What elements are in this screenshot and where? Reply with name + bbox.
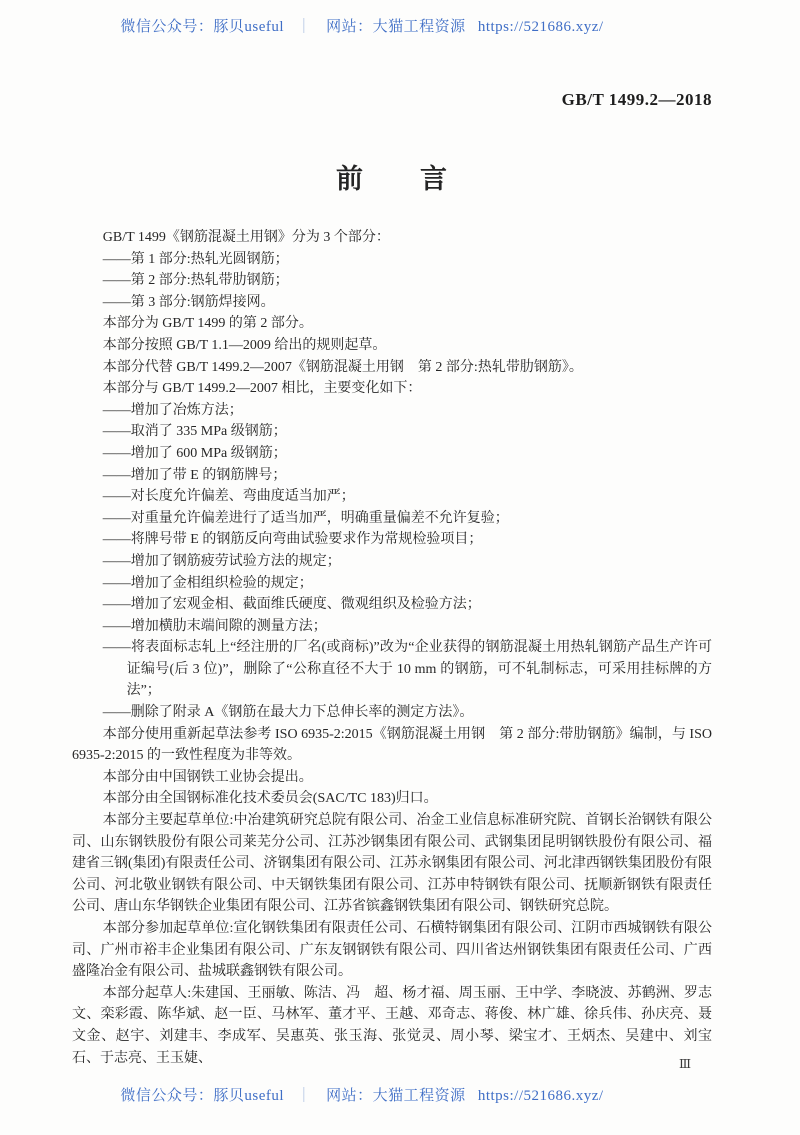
body-paragraph: ——第 1 部分:热轧光圆钢筋； (102, 251, 289, 267)
website-label: 网站：大猫工程资源 (326, 1088, 466, 1104)
website-label: 网站：大猫工程资源 (326, 19, 466, 35)
body-paragraph: ——对重量允许偏差进行了适当加严，明确重量偏差不允许复验； (102, 510, 509, 526)
body-paragraph: 本部分由中国钢铁工业协会提出。 (102, 769, 313, 785)
body-paragraph: ——第 3 部分:钢筋焊接网。 (102, 294, 275, 310)
body-paragraph: ——对长度允许偏差、弯曲度适当加严； (102, 489, 355, 505)
website-url-link[interactable]: https://521686.xyz/ (477, 1088, 604, 1104)
body-paragraph: 本部分主要起草单位:中冶建筑研究总院有限公司、冶金工业信息标准研究院、首钢长治钢铁有限公司、山东钢铁股份有限公司莱芜分公司、江苏沙钢集团有限公司、武钢集团昆明钢铁股份有限公司、福建省三钢(集团)有限责任公司、济钢集团有限公司、江苏永钢集团有限公司、河北津西钢铁集团股份有限公司、河北敬业钢铁有限公司、中天钢铁集团有限公司、江苏申特钢铁有限公司、抚顺新钢铁有限责任公司、唐山东华钢铁企业集团有限公司、江苏省镔鑫钢铁集团有限公司、钢铁研究总院。 (72, 813, 712, 915)
body-paragraph: 本部分为 GB/T 1499 的第 2 部分。 (102, 316, 313, 332)
watermark-footer (0, 1084, 724, 1105)
body-paragraph: 本部分使用重新起草法参考 ISO 6935-2:2015《钢筋混凝土用钢 第 2 部分:带肋钢筋》编制，与 ISO 6935-2:2015 的一致性程度为非等效。 (72, 726, 712, 764)
body-paragraph: ——第 2 部分:热轧带肋钢筋； (102, 273, 289, 289)
body-paragraph: ——增加了 600 MPa 级钢筋； (102, 445, 287, 461)
body-paragraph: ——增加了宏观金相、截面维氏硬度、微观组织及检验方法； (102, 597, 481, 613)
body-paragraph: ——取消了 335 MPa 级钢筋； (102, 424, 287, 440)
body-paragraph: 本部分代替 GB/T 1499.2—2007《钢筋混凝土用钢 第 2 部分:热轧带肋钢筋》。 (102, 359, 583, 375)
website-url-link[interactable]: https://521686.xyz/ (477, 19, 604, 35)
body-paragraph: ——增加了金相组织检验的规定； (102, 575, 313, 591)
body-paragraph: 本部分由全国钢标准化技术委员会(SAC/TC 183)归口。 (102, 791, 438, 807)
body-paragraph: ——增加横肋末端间隙的测量方法； (102, 618, 327, 634)
body-paragraph: 本部分与 GB/T 1499.2—2007 相比，主要变化如下： (102, 381, 422, 397)
page-number: Ⅲ (678, 1057, 692, 1071)
body-paragraph: ——删除了附录 A《钢筋在最大力下总伸长率的测定方法》。 (102, 705, 474, 721)
body-paragraph: ——将牌号带 E 的钢筋反向弯曲试验要求作为常规检验项目； (102, 532, 483, 548)
body-paragraph: ——增加了钢筋疲劳试验方法的规定； (102, 553, 341, 569)
separator-bar: ｜ (296, 1088, 312, 1104)
body-paragraph: ——增加了冶炼方法； (102, 402, 243, 418)
body-paragraph: 本部分按照 GB/T 1.1—2009 给出的规则起草。 (102, 337, 387, 353)
wechat-account-label: 微信公众号：豚贝useful (120, 1088, 285, 1104)
body-paragraph: GB/T 1499《钢筋混凝土用钢》分为 3 个部分： (102, 230, 390, 245)
body-paragraph: ——将表面标志轧上“经注册的厂名(或商标)”改为“企业获得的钢筋混凝土用热轧钢筋产品生产许可证编号(后 3 位)”，删除了“公称直径不大于 10 mm 的钢筋，可不轧制标志，可采用挂标牌的方法”； (102, 640, 712, 699)
body-paragraph: ——增加了带 E 的钢筋牌号； (102, 467, 287, 483)
watermark-header (0, 15, 724, 36)
separator-bar: ｜ (296, 19, 312, 35)
body-paragraph: 本部分参加起草单位:宣化钢铁集团有限责任公司、石横特钢集团有限公司、江阴市西城钢铁有限公司、广州市裕丰企业集团有限公司、广东友钢钢铁有限公司、四川省达州钢铁集团有限责任公司、广西盛隆冶金有限公司、盐城联鑫钢铁有限公司。 (72, 921, 712, 980)
standard-number: GB/T 1499.2—2018 (561, 90, 712, 109)
wechat-account-label: 微信公众号：豚贝useful (120, 19, 285, 35)
document-body (72, 227, 712, 1069)
body-paragraph: 本部分起草人:朱建国、王丽敏、陈洁、冯 超、杨才福、周玉丽、王中学、李晓波、苏鹤洲、罗志文、栾彩霞、陈华斌、赵一臣、马林军、董才平、王越、邓奇志、蒋俊、林广雄、徐兵伟、孙庆亮、聂文金、赵宇、刘建丰、李成军、吴惠英、张玉海、张觉灵、周小琴、梁宝才、王炳杰、吴建中、刘宝石、于志亮、王玉婕、 (72, 985, 712, 1066)
page-title: 前 言 (336, 164, 448, 194)
